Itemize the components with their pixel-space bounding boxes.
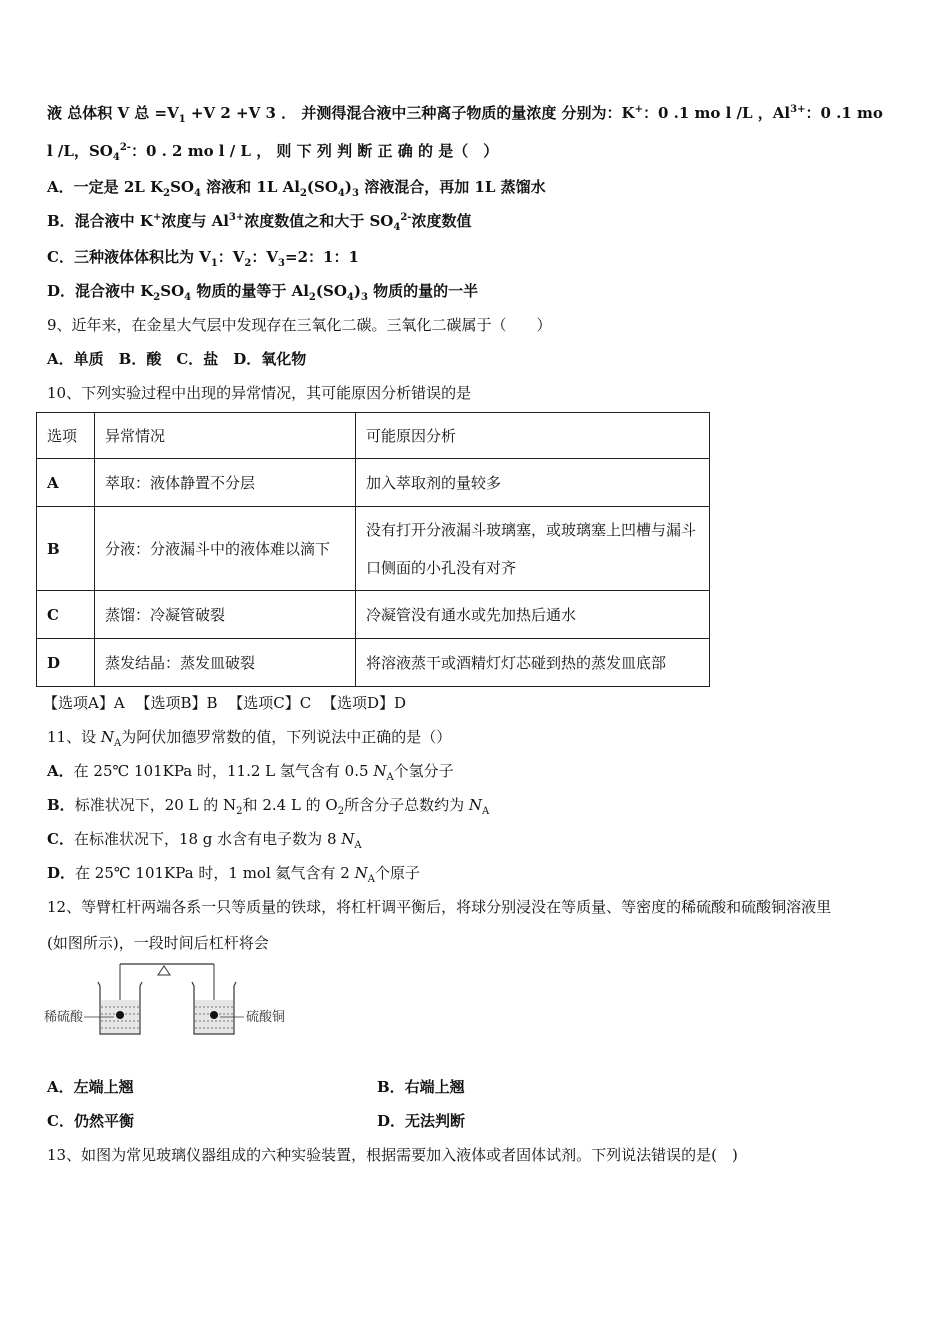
row-situation: 萃取：液体静置不分层 bbox=[95, 459, 356, 507]
q9-options: A．单质 B．酸 C．盐 D．氧化物 bbox=[47, 350, 307, 368]
row-option: C bbox=[37, 591, 95, 639]
row-cause: 没有打开分液漏斗玻璃塞，或玻璃塞上凹槽与漏斗口侧面的小孔没有对齐 bbox=[356, 507, 710, 591]
table-row bbox=[37, 591, 710, 639]
fulcrum-icon bbox=[158, 966, 170, 975]
q11-option-d: D．在 25℃ 101KPa 时，1 mol 氦气含有 2 $N_A$个原子 bbox=[47, 864, 420, 885]
answer-option-a: 【选项A】A bbox=[43, 694, 125, 712]
row-option: D bbox=[37, 639, 95, 687]
left-label: 稀硫酸 bbox=[44, 1010, 84, 1025]
answer-option-b: 【选项B】B bbox=[135, 694, 218, 712]
q11-option-b: B．标准状况下，20 L 的 $N_2$和 2.4 L 的 $O_2$所含分子总数约为 $N_A$ bbox=[47, 796, 490, 817]
table-row bbox=[37, 639, 710, 687]
q12-stem-line2: (如图所示)，一段时间后杠杆将会 bbox=[47, 934, 269, 952]
q8-line2: l /L，$SO_4^{2-}$：0 . 2 mo l / L ， 则 下 列 判 断 正 确 的 是（ ） bbox=[47, 142, 499, 163]
table-row bbox=[37, 459, 710, 507]
left-iron-ball bbox=[116, 1011, 124, 1019]
q10-stem: 10、下列实验过程中出现的异常情况，其可能原因分析错误的是 bbox=[47, 384, 472, 402]
q8-option-a: A．一定是 2L $K_2SO_4$ 溶液和 1L $Al_2(SO_4)_3$ 溶液混合，再加 1L 蒸馏水 bbox=[47, 178, 546, 199]
q13-stem: 13、如图为常见玻璃仪器组成的六种实验装置，根据需要加入液体或者固体试剂。下列说法错误的是( ) bbox=[47, 1146, 738, 1164]
table-row bbox=[37, 507, 710, 591]
q11-option-c: C．在标准状况下，18 g 水含有电子数为 8 $N_A$ bbox=[47, 830, 362, 851]
q10-answer-options bbox=[43, 692, 412, 713]
q8-line1: 液 总体积 V 总 $=V_1 +V$ 2 +V 3 ． 并测得混合液中三种离子物质的量浓度 分别为：K+：0 .1 mo l /L ，$Al^{3+}$：0 .1 mo bbox=[47, 104, 883, 125]
header-cause: 可能原因分析 bbox=[356, 413, 710, 459]
row-situation: 蒸发结晶：蒸发皿破裂 bbox=[95, 639, 356, 687]
q11-option-a: A．在 25℃ 101KPa 时，11.2 L 氢气含有 0.5 $N_A$个氢分子 bbox=[47, 762, 454, 783]
right-label: 硫酸铜 bbox=[246, 1010, 286, 1025]
q12-option-c: C．仍然平衡 bbox=[47, 1112, 134, 1130]
header-option: 选项 bbox=[37, 413, 95, 459]
q8-option-c: C．三种液体体积比为 $V_1$：$V_2$：$V_3=2$：1：1 bbox=[47, 248, 359, 269]
row-situation: 蒸馏：冷凝管破裂 bbox=[95, 591, 356, 639]
q12-option-a: A．左端上翘 bbox=[47, 1078, 134, 1096]
q12-option-d: D．无法判断 bbox=[377, 1112, 466, 1130]
table-header-row bbox=[37, 413, 710, 459]
q8-option-b: B．混合液中 K+浓度与 $Al^{3+}$浓度数值之和大于 $SO_4^{2-}$浓度数值 bbox=[47, 212, 472, 233]
q12-option-b: B．右端上翘 bbox=[377, 1078, 465, 1096]
row-cause: 冷凝管没有通水或先加热后通水 bbox=[356, 591, 710, 639]
row-option: A bbox=[37, 459, 95, 507]
row-cause: 将溶液蒸干或酒精灯灯芯碰到热的蒸发皿底部 bbox=[356, 639, 710, 687]
answer-option-d: 【选项D】D bbox=[322, 694, 407, 712]
q11-stem: 11、设 $N_A$为阿伏加德罗常数的值，下列说法中正确的是（） bbox=[47, 728, 452, 749]
row-cause: 加入萃取剂的量较多 bbox=[356, 459, 710, 507]
q10-table bbox=[36, 412, 710, 687]
right-iron-ball bbox=[210, 1011, 218, 1019]
row-option: B bbox=[37, 507, 95, 591]
q12-stem-line1: 12、等臂杠杆两端各系一只等质量的铁球，将杠杆调平衡后，将球分别浸没在等质量、等密度的稀硫酸和硫酸铜溶液里 bbox=[47, 898, 832, 916]
header-situation: 异常情况 bbox=[95, 413, 356, 459]
lever-beaker-figure bbox=[44, 962, 304, 1044]
row-situation: 分液：分液漏斗中的液体难以滴下 bbox=[95, 507, 356, 591]
q9-stem: 9、近年来，在金星大气层中发现存在三氧化二碳。三氧化二碳属于（ ） bbox=[47, 316, 552, 334]
answer-option-c: 【选项C】C bbox=[228, 694, 312, 712]
q8-option-d: D．混合液中 $K_2SO_4$ 物质的量等于 $Al_2(SO_4)_3$ 物质的量的一半 bbox=[47, 282, 479, 303]
